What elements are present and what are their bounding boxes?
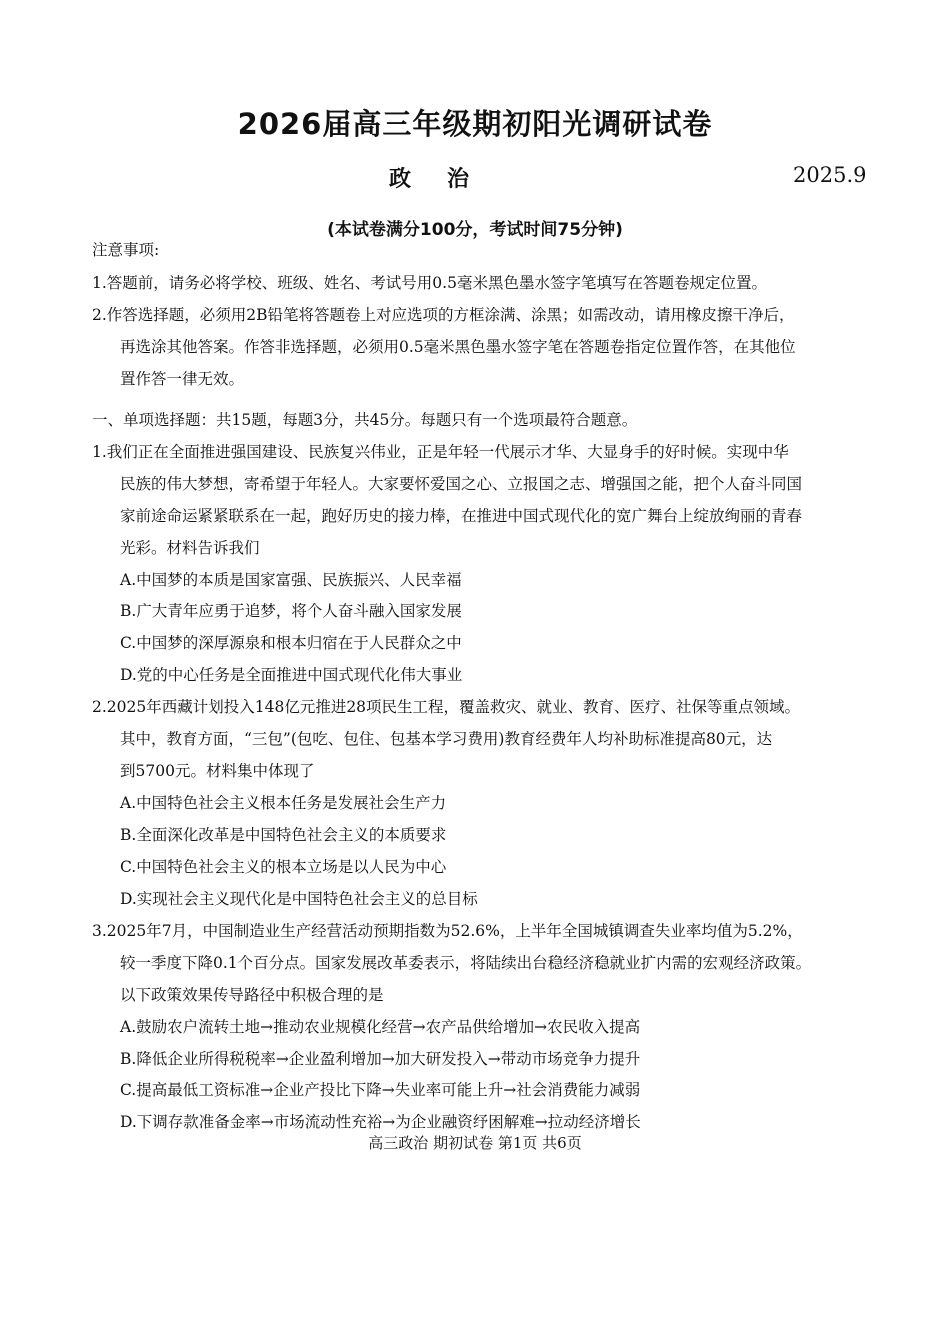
question-stem: 2.2025年西藏计划投入148亿元推进28项民生工程，覆盖救灾、就业、教育、医疗、社保等重点领域。 [92, 698, 801, 716]
exam-date: 2025.9 [793, 163, 867, 187]
question-option: B.广大青年应勇于追梦，将个人奋斗融入国家发展 [120, 602, 462, 620]
question-option: C.中国特色社会主义的根本立场是以人民为中心 [120, 858, 447, 876]
question-stem: 其中，教育方面，“三包”(包吃、包住、包基本学习费用)教育经费年人均补助标准提高80元，达 [120, 730, 773, 748]
notice-item: 1.答题前，请务必将学校、班级、姓名、考试号用0.5毫米黑色墨水签字笔填写在答题卷规定位置。 [92, 274, 767, 292]
question-stem: 家前途命运紧紧联系在一起，跑好历史的接力棒，在推进中国式现代化的宽广舞台上绽放绚丽的青春 [120, 507, 803, 525]
question-option: D.党的中心任务是全面推进中国式现代化伟大事业 [120, 666, 463, 684]
question-option: D.下调存款准备金率→市场流动性充裕→为企业融资纾困解难→拉动经济增长 [120, 1113, 641, 1131]
question-option: C.中国梦的深厚源泉和根本归宿在于人民群众之中 [120, 634, 462, 652]
exam-title: 2026届高三年级期初阳光调研试卷 [237, 107, 713, 141]
question-stem: 以下政策效果传导路径中积极合理的是 [120, 986, 384, 1004]
question-option: A.中国梦的本质是国家富强、民族振兴、人民幸福 [120, 571, 462, 589]
question-stem: 3.2025年7月，中国制造业生产经营活动预期指数为52.6%，上半年全国城镇调查失业率均值为5.2%， [92, 922, 803, 940]
question-option: B.全面深化改革是中国特色社会主义的本质要求 [120, 826, 447, 844]
question-option: D.实现社会主义现代化是中国特色社会主义的总目标 [120, 890, 478, 908]
page-footer: 高三政治 期初试卷 第1页 共6页 [368, 1134, 582, 1152]
question-option: C.提高最低工资标准→企业产投比下降→失业率可能上升→社会消费能力减弱 [120, 1081, 641, 1099]
notice-item: 2.作答选择题，必须用2B铅笔将答题卷上对应选项的方框涂满、涂黑；如需改动，请用橡皮擦干净后， [92, 306, 795, 324]
question-stem: 1.我们正在全面推进强国建设、民族复兴伟业，正是年轻一代展示才华、大显身手的好时候。实现中华 [92, 443, 789, 461]
question-option: B.降低企业所得税税率→企业盈利增加→加大研发投入→带动市场竞争力提升 [120, 1050, 641, 1068]
notice-heading: 注意事项: [92, 241, 160, 259]
question-option: A.鼓励农户流转土地→推动农业规模化经营→农产品供给增加→农民收入提高 [120, 1018, 641, 1036]
notice-item: 置作答一律无效。 [120, 370, 245, 388]
section-heading: 一、单项选择题：共15题，每题3分，共45分。每题只有一个选项最符合题意。 [92, 411, 638, 429]
subject-name: 政治 [389, 167, 506, 192]
question-stem: 较一季度下降0.1个百分点。国家发展改革委表示，将陆续出台稳经济稳就业扩内需的宏观经济政策。 [120, 954, 812, 972]
question-stem: 光彩。材料告诉我们 [120, 539, 260, 557]
question-stem: 民族的伟大梦想，寄希望于年轻人。大家要怀爱国之心、立报国之志、增强国之能，把个人奋斗同国 [120, 475, 803, 493]
exam-info: (本试卷满分100分，考试时间75分钟) [327, 220, 623, 240]
question-stem: 到5700元。材料集中体现了 [120, 762, 315, 780]
question-option: A.中国特色社会主义根本任务是发展社会生产力 [120, 794, 447, 812]
notice-item: 再选涂其他答案。作答非选择题，必须用0.5毫米黑色墨水签字笔在答题卷指定位置作答，在其他位 [120, 338, 796, 356]
